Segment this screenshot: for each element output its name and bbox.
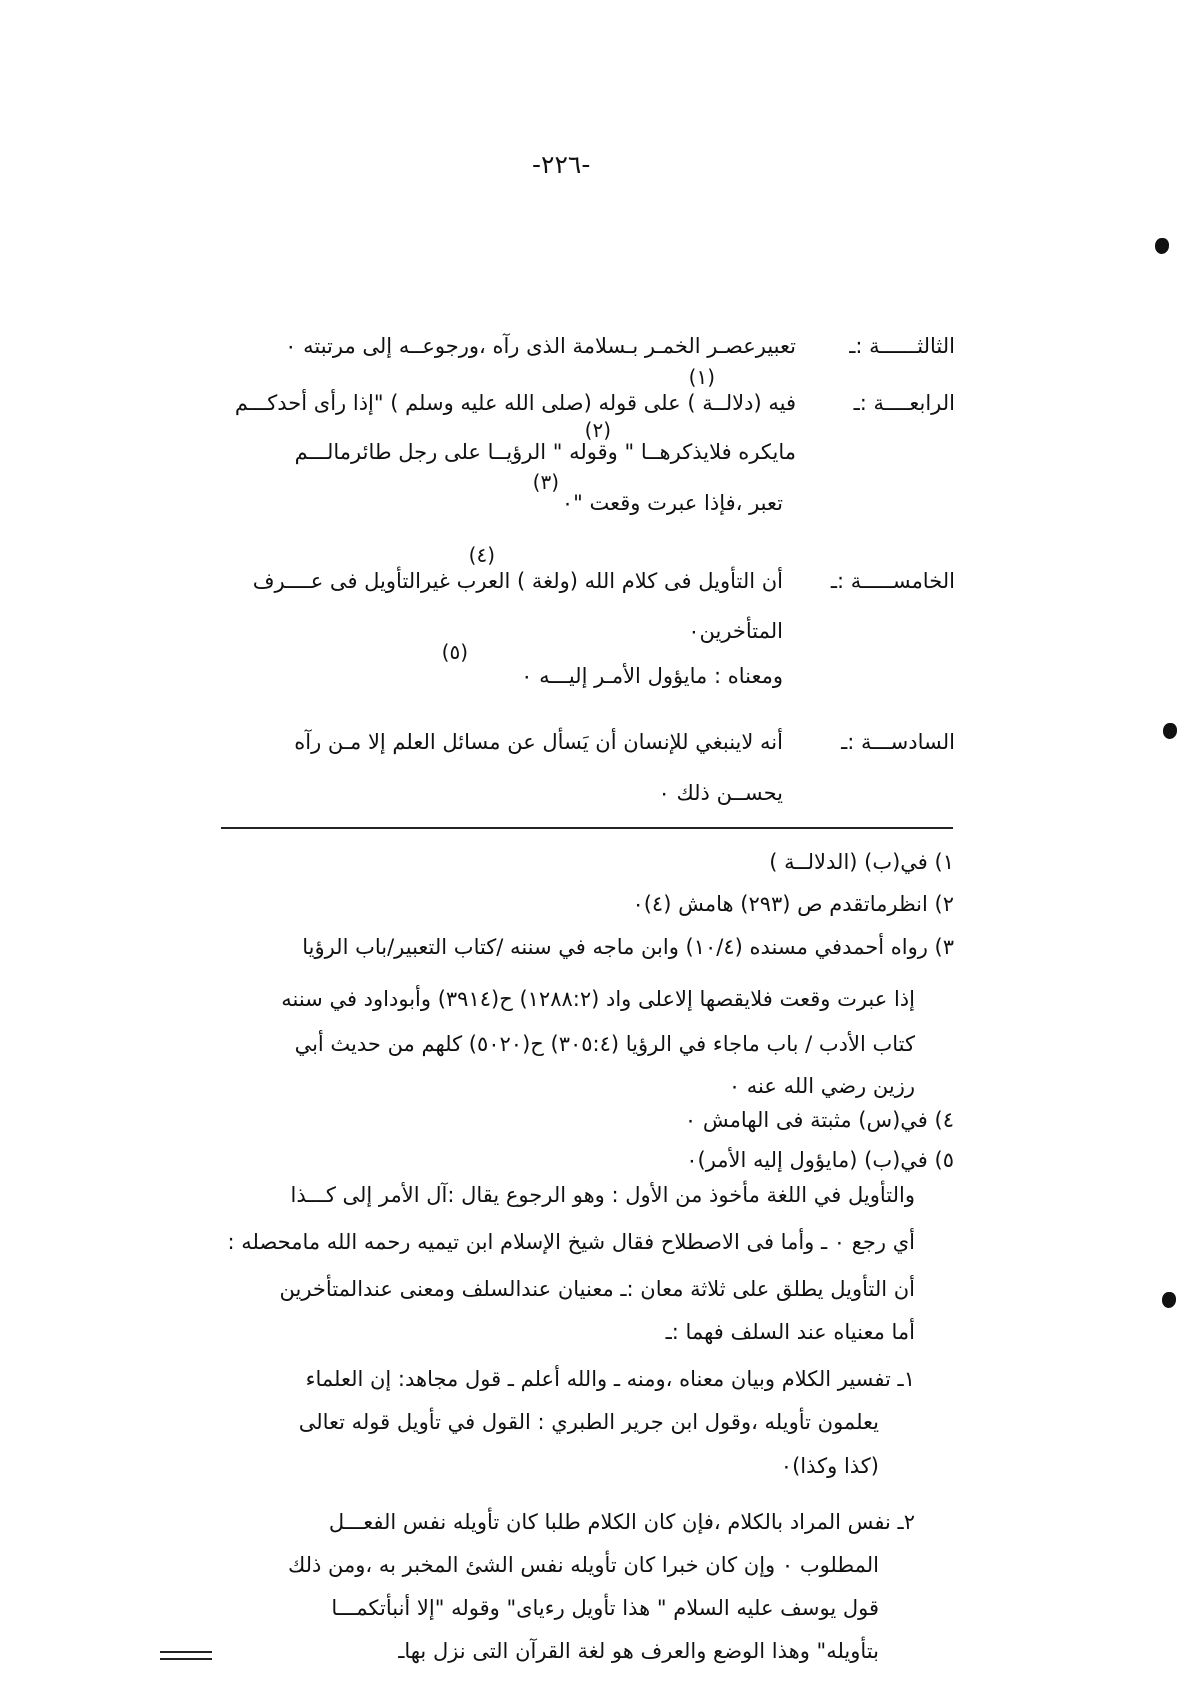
margin-dot	[1155, 238, 1169, 254]
footnote-ref-5: (٥)	[441, 640, 468, 664]
footnote-1: ١) في(ب) (الدلالــة )	[769, 850, 954, 874]
meaning-1-line-2: يعلمون تأويله ،وقول ابن جرير الطبري : القول في تأويل قوله تعالى	[298, 1410, 879, 1434]
item3-label: الثالثــــــة :ـ	[849, 334, 955, 358]
note-paragraph-line-3: أن التأويل يطلق على ثلاثة معان :ـ معنيان عندالسلف ومعنى عندالمتأخرين	[279, 1277, 915, 1301]
item4-line-3: تعبر ،فإذا عبرت وقعت "٠	[561, 491, 783, 515]
footnote-3-line-2: إذا عبرت وقعت فلايقصها إلاعلى واد (١٢٨٨:٢) ح(٣٩١٤) وأبوداود في سننه	[281, 987, 915, 1011]
item6-label: السادســـة :ـ	[841, 730, 955, 754]
note-paragraph-line-4: أما معنياه عند السلف فهما :ـ	[665, 1320, 915, 1344]
item3-text: تعبيرعصـر الخمـر بـسلامة الذى رآه ،ورجوعــه إلى مرتبته ٠	[285, 334, 796, 358]
item4-line-1: فيه (دلالــة ) على قوله (صلى الله عليه وسلم ) "إذا رأى أحدكـــم	[234, 391, 796, 415]
footnote-3-line-4: رزين رضي الله عنه ٠	[728, 1074, 915, 1098]
footnote-separator	[221, 827, 953, 829]
page-number: -٢٢٦-	[532, 150, 591, 179]
item5-line-1: أن التأويل فى كلام الله (ولغة ) العرب غيرالتأويل فى عــــرف	[252, 569, 783, 593]
meaning-2-line-1: ٢ـ نفس المراد بالكلام ،فإن كان الكلام طلبا كان تأويله نفس الفعـــل	[328, 1510, 915, 1534]
footnote-3-line-1: ٣) رواه أحمدفي مسنده (١٠/٤) وابن ماجه في سننه /كتاب التعبير/باب الرؤيا	[302, 935, 954, 959]
item6-line-2: يحســن ذلك ٠	[658, 781, 783, 805]
meaning-1-line-1: ١ـ تفسير الكلام وبيان معناه ،ومنه ـ والله أعلم ـ قول مجاهد: إن العلماء	[305, 1367, 915, 1391]
footnote-ref-4: (٤)	[468, 543, 495, 567]
footnote-ref-1: (١)	[688, 365, 715, 389]
margin-dot	[1162, 1292, 1176, 1308]
footnote-2: ٢) انظرماتقدم ص (٢٩٣) هامش (٤)٠	[632, 892, 954, 916]
footnote-5: ٥) في(ب) (مايؤول إليه الأمر)٠	[686, 1148, 954, 1172]
note-paragraph-line-2: أي رجع ٠ ـ وأما فى الاصطلاح فقال شيخ الإسلام ابن تيميه رحمه الله مامحصله :	[227, 1230, 915, 1254]
item4-line-2: مايكره فلايذكرهــا " وقوله " الرؤيــا على رجل طائرمالـــم	[294, 440, 796, 464]
item5-line-2: المتأخرين٠	[688, 619, 783, 643]
meaning-2-line-3: قول يوسف عليه السلام " هذا تأويل رءياى" وقوله "إلا أنبأتكمـــا	[331, 1596, 879, 1620]
note-paragraph-line-1: والتأويل في اللغة مأخوذ من الأول : وهو الرجوع يقال :آل الأمر إلى كـــذا	[290, 1183, 915, 1207]
meaning-2-line-2: المطلوب ٠ وإن كان خبرا كان تأويله نفس الشئ المخبر به ،ومن ذلك	[287, 1553, 879, 1577]
footnote-3-line-3: كتاب الأدب / باب ماجاء في الرؤيا (٣٠٥:٤) ح(٥٠٢٠) كلهم من حديث أبي	[294, 1032, 915, 1056]
footnote-ref-2: (٢)	[584, 418, 611, 442]
item5-label: الخامســـــة :ـ	[830, 569, 955, 593]
item5-line-3: ومعناه : مايؤول الأمـر إليـــه ٠	[521, 664, 783, 688]
meaning-1-line-3: (كذا وكذا)٠	[780, 1454, 879, 1478]
item4-label: الرابعــــة :ـ	[853, 391, 955, 415]
end-rule-bottom	[160, 1658, 212, 1660]
margin-dot	[1163, 723, 1177, 739]
footnote-ref-3: (٣)	[532, 470, 559, 494]
meaning-2-line-4: بتأويله" وهذا الوضع والعرف هو لغة القرآن التى نزل بهاـ	[398, 1639, 879, 1663]
end-rule-top	[160, 1651, 212, 1653]
footnote-4: ٤) في(س) مثبتة فى الهامش ٠	[684, 1108, 954, 1132]
item6-line-1: أنه لاينبغي للإنسان أن يَسأل عن مسائل العلم إلا مـن رآه	[294, 730, 783, 754]
